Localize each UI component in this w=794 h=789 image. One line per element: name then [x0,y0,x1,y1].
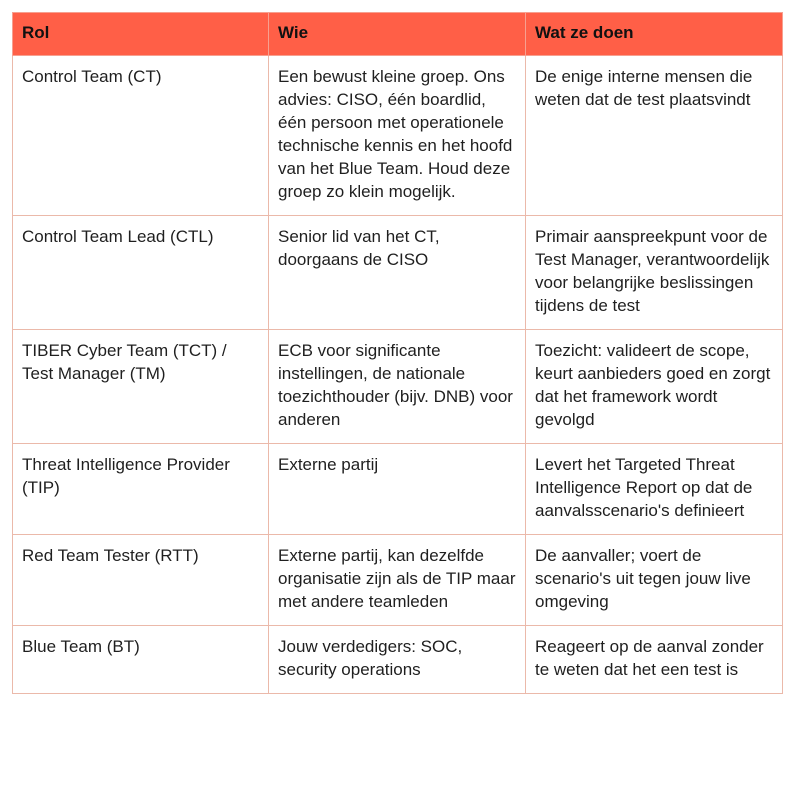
cell-rol: Red Team Tester (RTT) [13,535,269,626]
header-wie: Wie [269,13,526,56]
cell-rol: Control Team (CT) [13,56,269,216]
table-row [13,216,783,330]
table-row [13,626,783,694]
cell-wat: Reageert op de aanval zonder te weten dat het een test is [526,626,783,694]
cell-wie: Jouw verdedigers: SOC, security operations [269,626,526,694]
table-row [13,330,783,444]
header-row [13,13,783,56]
cell-wie: Externe partij, kan dezelfde organisatie zijn als de TIP maar met andere teamleden [269,535,526,626]
cell-wat: De enige interne mensen die weten dat de test plaatsvindt [526,56,783,216]
header-rol: Rol [13,13,269,56]
table-header [13,13,783,56]
table-row [13,535,783,626]
table-body [13,56,783,694]
table-row [13,444,783,535]
cell-wie: Een bewust kleine groep. Ons advies: CISO, één boardlid, één persoon met operationele technische kennis en het hoofd van het Blue Team. Houd deze groep zo klein mogelijk. [269,56,526,216]
cell-rol: Threat Intelligence Provider (TIP) [13,444,269,535]
cell-wat: Primair aanspreekpunt voor de Test Manager, verantwoordelijk voor belangrijke beslissingen tijdens de test [526,216,783,330]
cell-wie: ECB voor significante instellingen, de nationale toezichthouder (bijv. DNB) voor anderen [269,330,526,444]
cell-rol: Control Team Lead (CTL) [13,216,269,330]
header-wat-ze-doen: Wat ze doen [526,13,783,56]
cell-wat: Levert het Targeted Threat Intelligence Report op dat de aanvalsscenario's definieert [526,444,783,535]
table-row [13,56,783,216]
cell-wie: Senior lid van het CT, doorgaans de CISO [269,216,526,330]
cell-wie: Externe partij [269,444,526,535]
cell-rol: TIBER Cyber Team (TCT) / Test Manager (TM) [13,330,269,444]
roles-table-container [12,12,782,694]
cell-wat: Toezicht: valideert de scope, keurt aanbieders goed en zorgt dat het framework wordt gevolgd [526,330,783,444]
cell-rol: Blue Team (BT) [13,626,269,694]
roles-table [12,12,783,694]
cell-wat: De aanvaller; voert de scenario's uit tegen jouw live omgeving [526,535,783,626]
